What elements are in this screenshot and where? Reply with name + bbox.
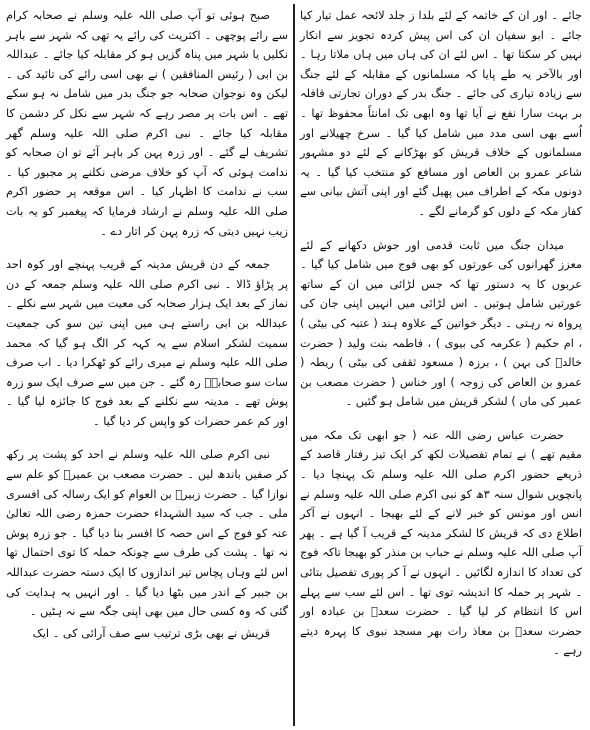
left-paragraph-1: صبح ہوئی تو آپ صلی اللہ علیہ وسلم نے صحابہ کرام سے رائے پوچھی ۔ اکثریت کی رائے یہ تھی کہ شہر سے باہر نکلیں یا شہر میں پناہ گزیں ہو کر مقابلہ کیا جائے ۔ عبداللہ بن ابی ( رئیس المنافقین ) نے بھی اسی رائے کی تائید کی ۔ لیکن وہ نوجوان صحابہ جو جنگ بدر میں شامل نہ ہو سکے تھے ۔ اس بات پر مصر رہے کہ شہر سے نکل کر دشمن کا مقابلہ کیا جائے ۔ نبی اکرم صلی اللہ علیہ وسلم گھر تشریف لے گئے ۔ اور زرہ پہن کر باہر آئے تو ان صحابہ کو ندامت ہوئی کہ آپ کو خلاف مرضی نکلنے پر مجبور کیا ۔ سب نے ندامت کا اظہار کیا ۔ اس موقعہ پر حضور اکرم صلی اللہ علیہ وسلم نے ارشاد فرمایا کہ پیغمبر کو یہ بات زیب نہیں دیتی کہ زرہ پہن کر اتار دے ۔: [6, 9, 288, 238]
column-divider: [293, 4, 295, 726]
left-column: [6, 6, 288, 645]
right-paragraph-3: حضرت عباس رضی اللہ عنہ ( جو ابھی تک مکہ میں مقیم تھے ) نے تمام تفصیلات لکھ کر ایک تیز رفتار قاصد کے ذریعے حضور اکرم صلی اللہ علیہ وسلم تک پہنچا دیا ۔ پانچویں شوال سنہ ۳ھ کو نبی اکرم صلی اللہ علیہ وسلم نے انس اور مونس کو خبر لانے کے لئے بھیجا ۔ انہوں نے آکر اطلاع دی کہ قریش کا لشکر مدینہ کے قریب آ گیا ہے ۔ پھر آپ صلی اللہ علیہ وسلم نے حباب بن منذر کو بھیجا تاکہ فوج کی تعداد کا اندازہ لگائیں ۔ انہوں نے آ کر پوری تفصیل بتائی ۔ شہر پر حملہ کا اندیشہ توی تھا ۔ اس لئے سب سے پہلے اس کا انتظام کر لیا گیا ۔ حضرت سعدؓ بن عبادہ اور حضرت سعدؓ بن معاذ رات بھر مسجد نبوی کا پہرہ دیتے رہے ۔: [300, 428, 582, 658]
left-paragraph-3: نبی اکرم صلی اللہ علیہ وسلم نے احد کو پشت پر رکھ کر صفیں باندھ لیں ۔ حضرت مصعب بن عمیرؓ کو علم سے نوازا گیا ۔ حضرت زبیرؓ بن العوام کو ایک رسالہ کی افسری ملی ۔ جب کہ سید الشہداء حضرت حمزہ رضی اللہ تعالیٰ عنہ کو فوج کے اس حصہ کا افسر بنا دیا گیا ۔ جو زرہ پوش نہ تھا ۔ پشت کی طرف سے چونکہ حملہ کا توی احتمال تھا اس لئے وہاں پچاس تیر اندازوں کا ایک دستہ حضرت عبداللہ بن جبیر کے اندر میں بٹھا دیا گیا ۔ اور انہیں یہ ہدایت کی گئی کہ وہ کسی حال میں بھی اپنی جگہ سے نہ ہٹیں ۔: [6, 448, 288, 619]
right-column: [300, 6, 582, 663]
left-paragraph-4: قریش نے بھی بڑی ترتیب سے صف آرائی کی ۔ ایک: [32, 626, 270, 640]
right-paragraph-2: میدان جنگ میں ثابت قدمی اور جوش دکھانے کے لئے معزز گھرانوں کی عورتوں کو بھی فوج میں شامل کیا گیا ۔ عربوں کا یہ دستور تھا کہ جس لڑائی میں ان کے ساتھ عورتیں شامل ہوتیں ۔ اس لڑائی میں انہیں اپنی جان کی پرواہ نہ رہتی ۔ دیگر خواتین کے علاوہ ہند ( عتبہ کی بیٹی ) ، ام حکیم ( عکرمہ کی بیوی ) ، فاطمہ بنت ولید ( حضرت خالدؓ کی بہن ) ، برزہ ( مسعود ثقفی کی بیٹی ) ریطہ ( عمرو بن العاص کی زوجہ ) اور خناس ( حضرت مصعب بن عمیر کی ماں ) لشکر قریش میں شامل ہو گئیں ۔: [300, 238, 582, 409]
right-paragraph-1: جائے ۔ اور ان کے خاتمہ کے لئے بلدا ز جلد لائحہ عمل تیار کیا جائے ۔ ابو سفیان ان کی اس پیش کردہ تجویز سے انکار نہیں کر سکتا تھا ۔ اس لئے ان کی ہاں میں ہاں ملاتا رہا ۔ اور بالآخر یہ طے پایا کہ مسلمانوں کے مقابلہ کے لئے جنگ سے زیادہ تیاری کی جائے ۔ جنگ بدر کے دوران تجارتی قافلہ بر بہت سارا نفع نے آیا تھا وہ ابھی تک امانتاً محفوظ تھا ۔ اُسے بھی اسی مدد میں شامل کیا گیا ۔ سرخ چھیلانے اور مسلمانوں کے خلاف قریش کو بھڑکانے کے لئے دو مشہور شاعر عمرو بن العاص اور مسافع کو منتخب کیا گیا ۔ یہ دونوں مکہ کے اطراف میں پھیل گئے اور اپنی آتش بیانی سے کفار مکہ کے دلوں کو گرمانے لگے ۔: [300, 9, 582, 218]
left-paragraph-2: جمعہ کے دن قریش مدینہ کے قریب پہنچے اور کوہ احد پر پڑاؤ ڈالا ۔ نبی اکرم صلی اللہ علیہ وسلم جمعہ کے دن نماز کے بعد ایک ہزار صحابہ کی معیت میں شہر سے نکلے ۔ عبداللہ بن ابی راستے ہی میں اپنی تین سو کی جمعیت سمیت لشکر اسلام سے یہ کہہ کر الگ ہو گیا کہ محمد صلی اللہ علیہ وسلم نے میری رائے کو ٹھکرا دیا ۔ اب صرف سات سو صحابہؓ رہ گئے ۔ جن میں سے صرف ایک سو زرہ پوش تھے ۔ مدینہ سے نکلنے کے بعد فوج کا جائزہ لیا گیا ۔ اور کم عمر حضرات کو واپس کر دیا گیا ۔: [6, 258, 288, 428]
